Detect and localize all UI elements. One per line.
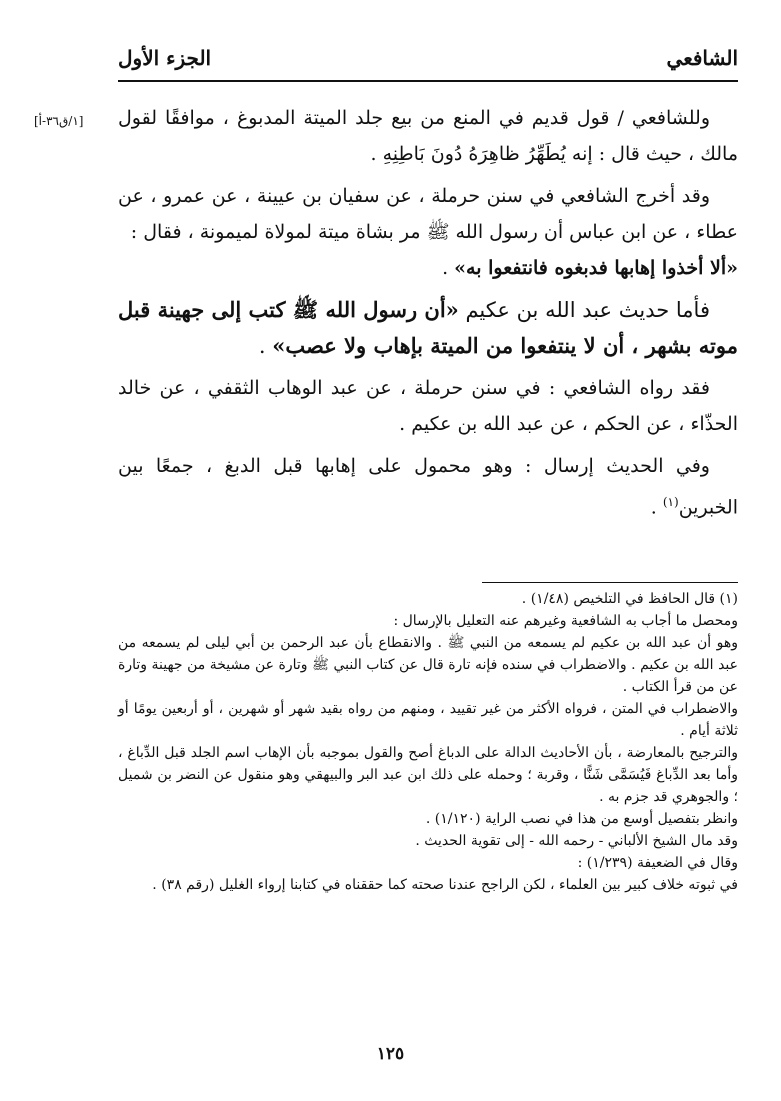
paragraph-2-text: وقد أخرج الشافعي في سنن حرملة ، عن سفيان بن عيينة ، عن عمرو ، عن عطاء ، عن ابن عباس أن رسول الله ﷺ مر بشاة ميتة لمولاة لميمونة ، فقال :: [118, 185, 738, 243]
paragraph-2: [118, 178, 738, 286]
hadith-quote-2: «أن رسول الله ﷺ كتب إلى جهينة قبل موته بشهر ، أن لا ينتفعوا من الميتة بإهاب ولا عصب»: [118, 297, 738, 358]
main-text: [118, 100, 738, 529]
paragraph-5-text: وفي الحديث إرسال : وهو محمول على إهابها قبل الدبغ ، جمعًا بين الخبرين: [118, 455, 738, 519]
footnote-line-1: (١) قال الحافظ في التلخيص (١/٤٨) .: [521, 591, 738, 607]
hadith-quote-1: «ألا أخذوا إهابها فدبغوه فانتفعوا به»: [454, 257, 738, 279]
footnote-line-7: وقد مال الشيخ الألباني - رحمه الله - إلى تقوية الحديث .: [415, 833, 738, 849]
paragraph-5-end: .: [650, 496, 663, 519]
footnote-divider: [482, 582, 738, 583]
paragraph-4: فقد رواه الشافعي : في سنن حرملة ، عن عبد الوهاب الثقفي ، عن خالد الحذّاء ، عن الحكم ، عن عبد الله بن عكيم .: [118, 377, 738, 435]
paragraph-2-end: .: [442, 257, 455, 279]
page-number: ١٢٥: [376, 1044, 405, 1064]
footnote-line-3: وهو أن عبد الله بن عكيم لم يسمعه من النبي ﷺ . والانقطاع بأن عبد الرحمن بن أبي ليلى لم يسمعه من عبد الله بن عكيم . والاضطراب في سنده فإنه تارة قال عن كتاب النبي ﷺ وتارة عن مشيخة من جهينة وتارة عن من قرأ الكتاب .: [118, 635, 738, 695]
footnote-marker: (١): [662, 495, 679, 509]
paragraph-5: [118, 448, 738, 525]
paragraph-3-text: فأما حديث عبد الله بن عكيم: [458, 298, 710, 322]
footnote-line-8: وقال في الضعيفة (١/٢٣٩) :: [577, 855, 738, 871]
footnote-line-5: والترجيح بالمعارضة ، بأن الأحاديث الدالة على الدباغ أصح والقول بموجبه بأن الإهاب اسم الجلد قبل الدِّباغ ، وأما بعد الدِّباغ فَيُسَمَّى شَنًّا ، وقربة ؛ وحمله على ذلك ابن عبد البر والبيهقي وهو منقول عن النضر بن شميل ؛ والجوهري قد جزم به .: [118, 745, 738, 805]
footnote-line-2: ومحصل ما أجاب به الشافعية وغيرهم عنه التعليل بالإرسال :: [393, 613, 738, 629]
footnote-line-4: والاضطراب في المتن ، فرواه الأكثر من غير تقييد ، ومنهم من رواه بقيد شهر أو شهرين ، أو أربعين يومًا أو ثلاثة أيام .: [118, 701, 738, 739]
running-header: [118, 46, 738, 70]
header-book-title: الشافعي: [666, 46, 738, 70]
footnote-line-9: في ثبوته خلاف كبير بين العلماء ، لكن الراجح عندنا صحته كما حققناه في كتابنا إرواء الغليل (رقم ٣٨) .: [152, 877, 738, 893]
footnotes: [118, 588, 738, 896]
manuscript-folio-reference: [١/ق٣٦-أ]: [34, 114, 84, 128]
paragraph-3: [118, 292, 738, 364]
header-volume-title: الجزء الأول: [118, 46, 212, 70]
paragraph-1: وللشافعي / قول قديم في المنع من بيع جلد الميتة المدبوغ ، موافقًا لقول مالك ، حيث قال : إنه يُطَهِّرُ ظاهِرَهُ دُونَ بَاطِنِهِ .: [118, 107, 738, 165]
footnote-line-6: وانظر بتفصيل أوسع من هذا في نصب الراية (١/١٢٠) .: [425, 811, 738, 827]
paragraph-3-end: .: [258, 334, 273, 358]
header-divider: [118, 80, 738, 82]
